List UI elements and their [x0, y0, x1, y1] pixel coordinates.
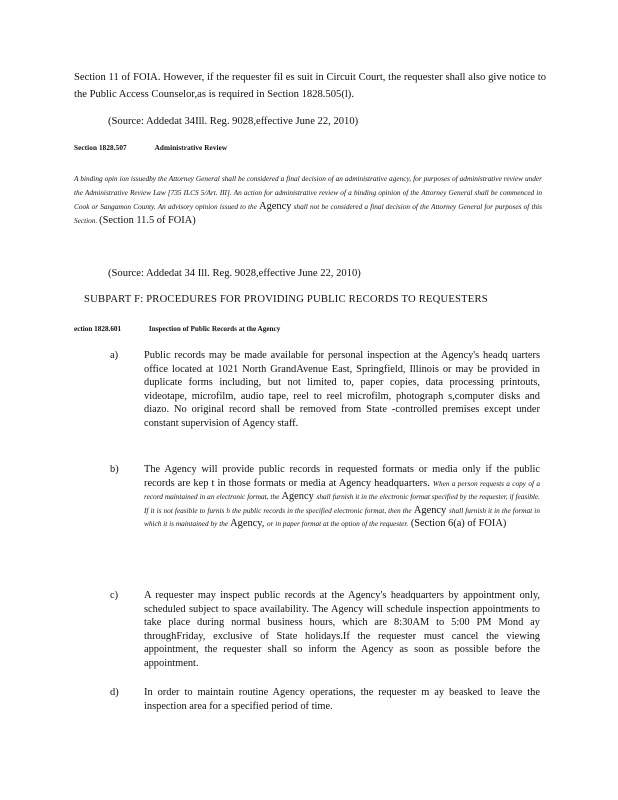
agency-term: Agency, — [230, 518, 265, 530]
agency-term: Agency — [259, 201, 292, 212]
section-title: Inspection of Public Records at the Agency — [148, 325, 281, 333]
italic-text: shall furnish it in the format in which it is maintained by the — [144, 505, 540, 529]
section-1828-601-heading — [74, 325, 280, 333]
subpart-heading: SUBPART F: PROCEDURES FOR PROVIDING PUBLIC RECORDS TO REQUESTERS — [84, 294, 488, 305]
source-note-1: (Source: Addedat 34Ill. Reg. 9028,effective June 22, 2010) — [108, 116, 359, 127]
item-text-plain: The Agency will provide public records in requested formats or media only if the public records are kep t in those formats or media at Agency headquarters. — [144, 464, 540, 489]
section-reference: (Section 11.5 of FOIA) — [99, 215, 196, 226]
source-note-2: (Source: Addedat 34 Ill. Reg. 9028,effective June 22, 2010) — [108, 268, 361, 279]
section-title: Administrative Review — [154, 144, 228, 152]
agency-term: Agency — [281, 491, 314, 503]
paragraph-administrative-review — [74, 172, 542, 228]
item-label: d) — [110, 687, 119, 698]
item-text: A requester may inspect public records at the Agency's headquarters by appointment only, scheduled subject to space availability. The Agency will schedule inspection appointments to take place during normal business hours, which are 8:30AM to 5:00 PM Mond ay throughFriday, exclusive of State holidays.If the requester must cancel the viewing appointment, the requester shall so inform the Agency as soon as possible before the appointment. — [144, 590, 540, 669]
item-label: c) — [110, 590, 119, 601]
paragraph-section-11: Section 11 of FOIA. However, if the requester fil es suit in Circuit Court, the requester shall also give notice to the Public Access Counselor,as is required in Section 1828.505(l). — [74, 72, 546, 100]
item-text: Public records may be made available for personal inspection at the Agency's headq uarters office located at 1021 North GrandAvenue East, Springfield, Illinois or may be provided in duplicate forms including, but not limited to, paper copies, data processing printouts, videotape, microfilm, audio tape, reel to reel microfilm, photograph s,computer disks and diazo. No original record shall be removed from State -controlled premises except under constant supervision of Agency staff. — [144, 350, 540, 429]
section-number: ection 1828.601 — [74, 325, 122, 333]
item-label: a) — [110, 350, 119, 361]
item-text — [144, 463, 540, 531]
item-text: In order to maintain routine Agency operations, the requester m ay beasked to leave the inspection area for a specified period of time. — [144, 687, 540, 712]
section-1828-507-heading — [74, 144, 227, 152]
section-reference: (Section 6(a) of FOIA) — [410, 518, 507, 530]
italic-text: shall not be considered a final decision of the Attorney General for purposes of this Section. — [74, 202, 542, 225]
italic-text: or in paper format at the option of the requester. — [267, 519, 409, 529]
agency-term: Agency — [413, 504, 447, 516]
italic-text: A binding opin ion issuedby the Attorney General shall be considered a final decision of an administrative agency, for purposes of administrative review under the Administrative Review Law [735 ILCS 5/Art. III]. An action for administrative review of a binding opinion of the Attorney General shall be commenced in Cook or Sangamon County. An advisory opinion issued to the — [74, 174, 542, 211]
item-label: b) — [110, 464, 119, 475]
italic-text: shall furnish it in the electronic format specified by the requester, if feasible. If it is not feasible to furnis h the public records in the specified electronic format, then the — [144, 492, 540, 515]
section-number: Section 1828.507 — [74, 144, 127, 152]
italic-text: When a person requests a copy of a record maintained in an electronic format, the — [144, 478, 540, 502]
